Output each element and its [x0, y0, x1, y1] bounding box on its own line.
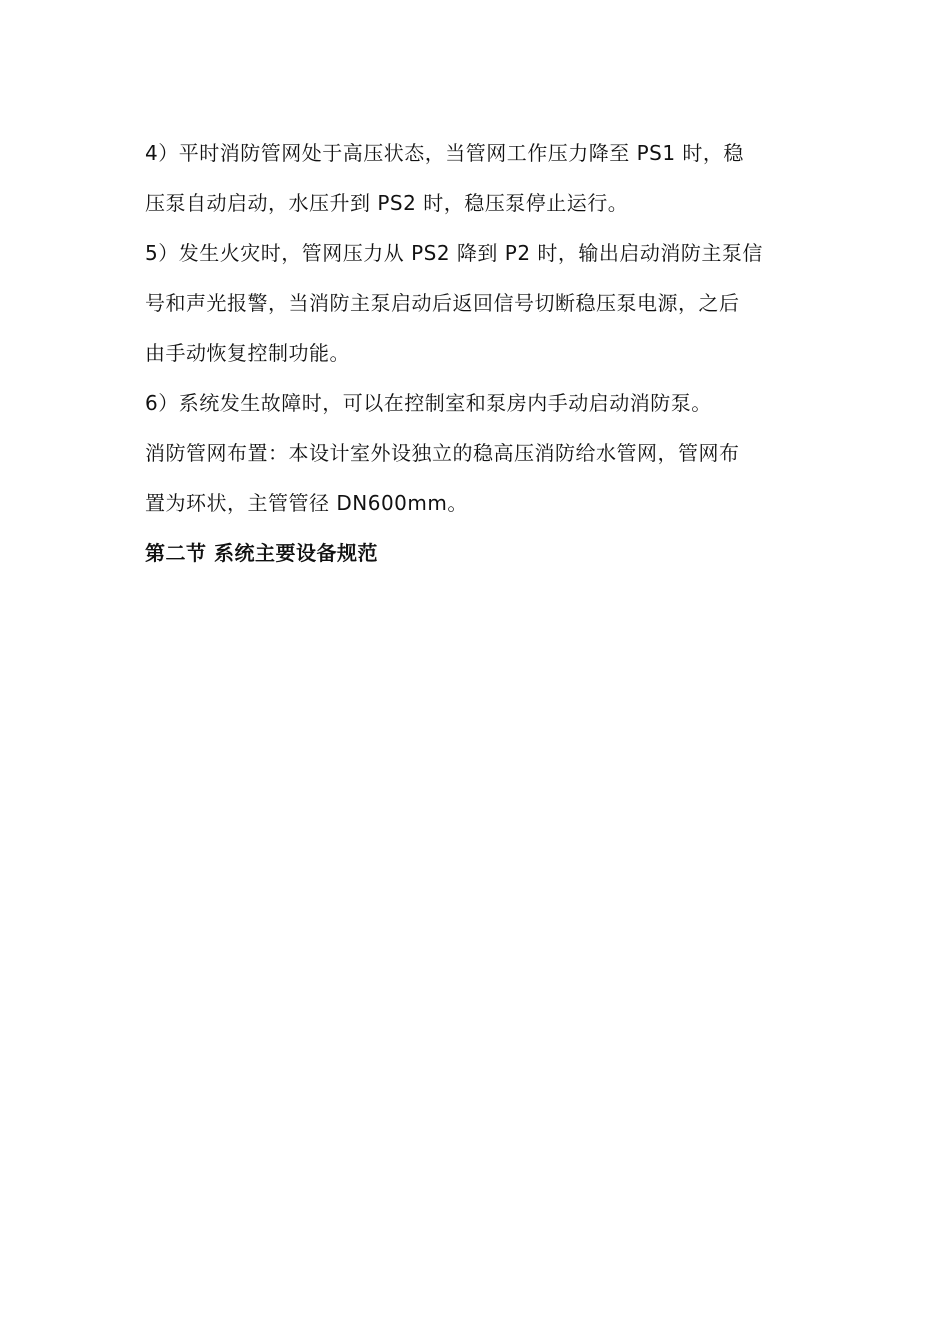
paragraph-5-line-2: 号和声光报警，当消防主泵启动后返回信号切断稳压泵电源，之后 [145, 291, 740, 315]
network-layout-line-2: 置为环状，主管管径 DN600mm。 [145, 491, 468, 515]
paragraph-4-line-2: 压泵自动启动，水压升到 PS2 时，稳压泵停止运行。 [145, 191, 629, 215]
paragraph-5-line-1: 5）发生火灾时，管网压力从 PS2 降到 P2 时，输出启动消防主泵信 [145, 241, 763, 265]
document-body [145, 128, 815, 578]
paragraph-5-line-3: 由手动恢复控制功能。 [145, 341, 350, 365]
network-layout-line-1: 消防管网布置：本设计室外设独立的稳高压消防给水管网，管网布 [145, 441, 740, 465]
paragraph-4-line-1: 4）平时消防管网处于高压状态，当管网工作压力降至 PS1 时，稳 [145, 141, 744, 165]
section-heading: 第二节 系统主要设备规范 [145, 541, 378, 565]
paragraph-6-line-1: 6）系统发生故障时，可以在控制室和泵房内手动启动消防泵。 [145, 391, 712, 415]
